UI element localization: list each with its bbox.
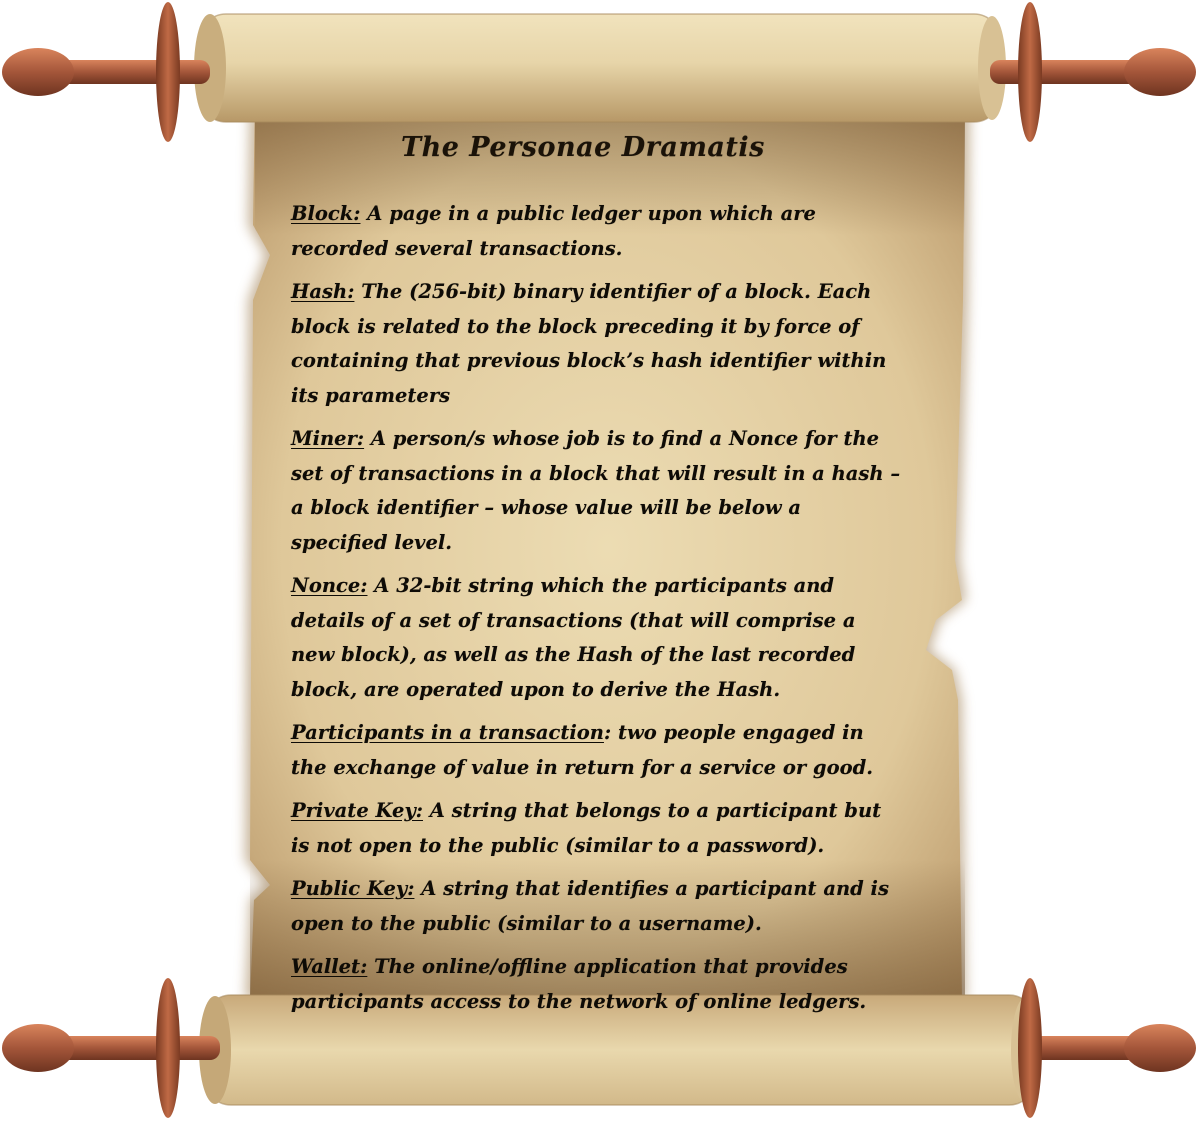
glossary-definition: A page in a public ledger upon which are recorded several transactions. bbox=[291, 202, 816, 260]
rod-handle-bottom-left bbox=[2, 978, 220, 1118]
glossary-term: Wallet: bbox=[291, 955, 368, 978]
glossary-definition: A 32-bit string which the participants and details of a set of transactions (that will comprise a new block), as well as the Hash of the last recorded block, are operated upon to derive the Hash. bbox=[291, 574, 856, 701]
glossary-term: Participants in a transaction bbox=[291, 721, 604, 744]
glossary-definition: : two people engaged in the exchange of value in return for a service or good. bbox=[291, 721, 874, 779]
glossary-definition: The online/offline application that provides participants access to the network of online ledgers. bbox=[291, 955, 867, 1013]
glossary-entry-public-key bbox=[291, 872, 901, 941]
glossary-entry-participants bbox=[291, 716, 901, 785]
glossary-entry-block bbox=[291, 197, 901, 266]
rod-handle-bottom-right bbox=[1018, 978, 1196, 1118]
glossary-term: Block: bbox=[291, 202, 361, 225]
rod-handle-top-right bbox=[990, 2, 1196, 142]
top-roll bbox=[194, 14, 1006, 122]
glossary-entry-wallet bbox=[291, 950, 901, 1019]
glossary-definition: The (256-bit) binary identifier of a block. Each block is related to the block preceding it by force of containing that previous block’s hash identifier within its parameters bbox=[291, 280, 887, 407]
page-title: The Personae Dramatis bbox=[401, 132, 765, 163]
rod-handle-top-left bbox=[2, 2, 210, 142]
glossary-entry-hash bbox=[291, 275, 901, 413]
glossary-entry-private-key bbox=[291, 794, 901, 863]
glossary-entry-nonce bbox=[291, 569, 901, 707]
glossary-term: Miner: bbox=[291, 427, 365, 450]
glossary-entry-miner bbox=[291, 422, 901, 560]
glossary-term: Private Key: bbox=[291, 799, 423, 822]
glossary-definition: A string that belongs to a participant but is not open to the public (similar to a password). bbox=[291, 799, 882, 857]
glossary-definition: A string that identifies a participant and is open to the public (similar to a username). bbox=[291, 877, 889, 935]
glossary-term: Hash: bbox=[291, 280, 355, 303]
scroll-text bbox=[291, 132, 901, 1028]
glossary-term: Public Key: bbox=[291, 877, 415, 900]
glossary-term: Nonce: bbox=[291, 574, 368, 597]
glossary-definition: A person/s whose job is to find a Nonce for the set of transactions in a block that will result in a hash – a block identifier – whose value will be below a specified level. bbox=[291, 427, 901, 554]
